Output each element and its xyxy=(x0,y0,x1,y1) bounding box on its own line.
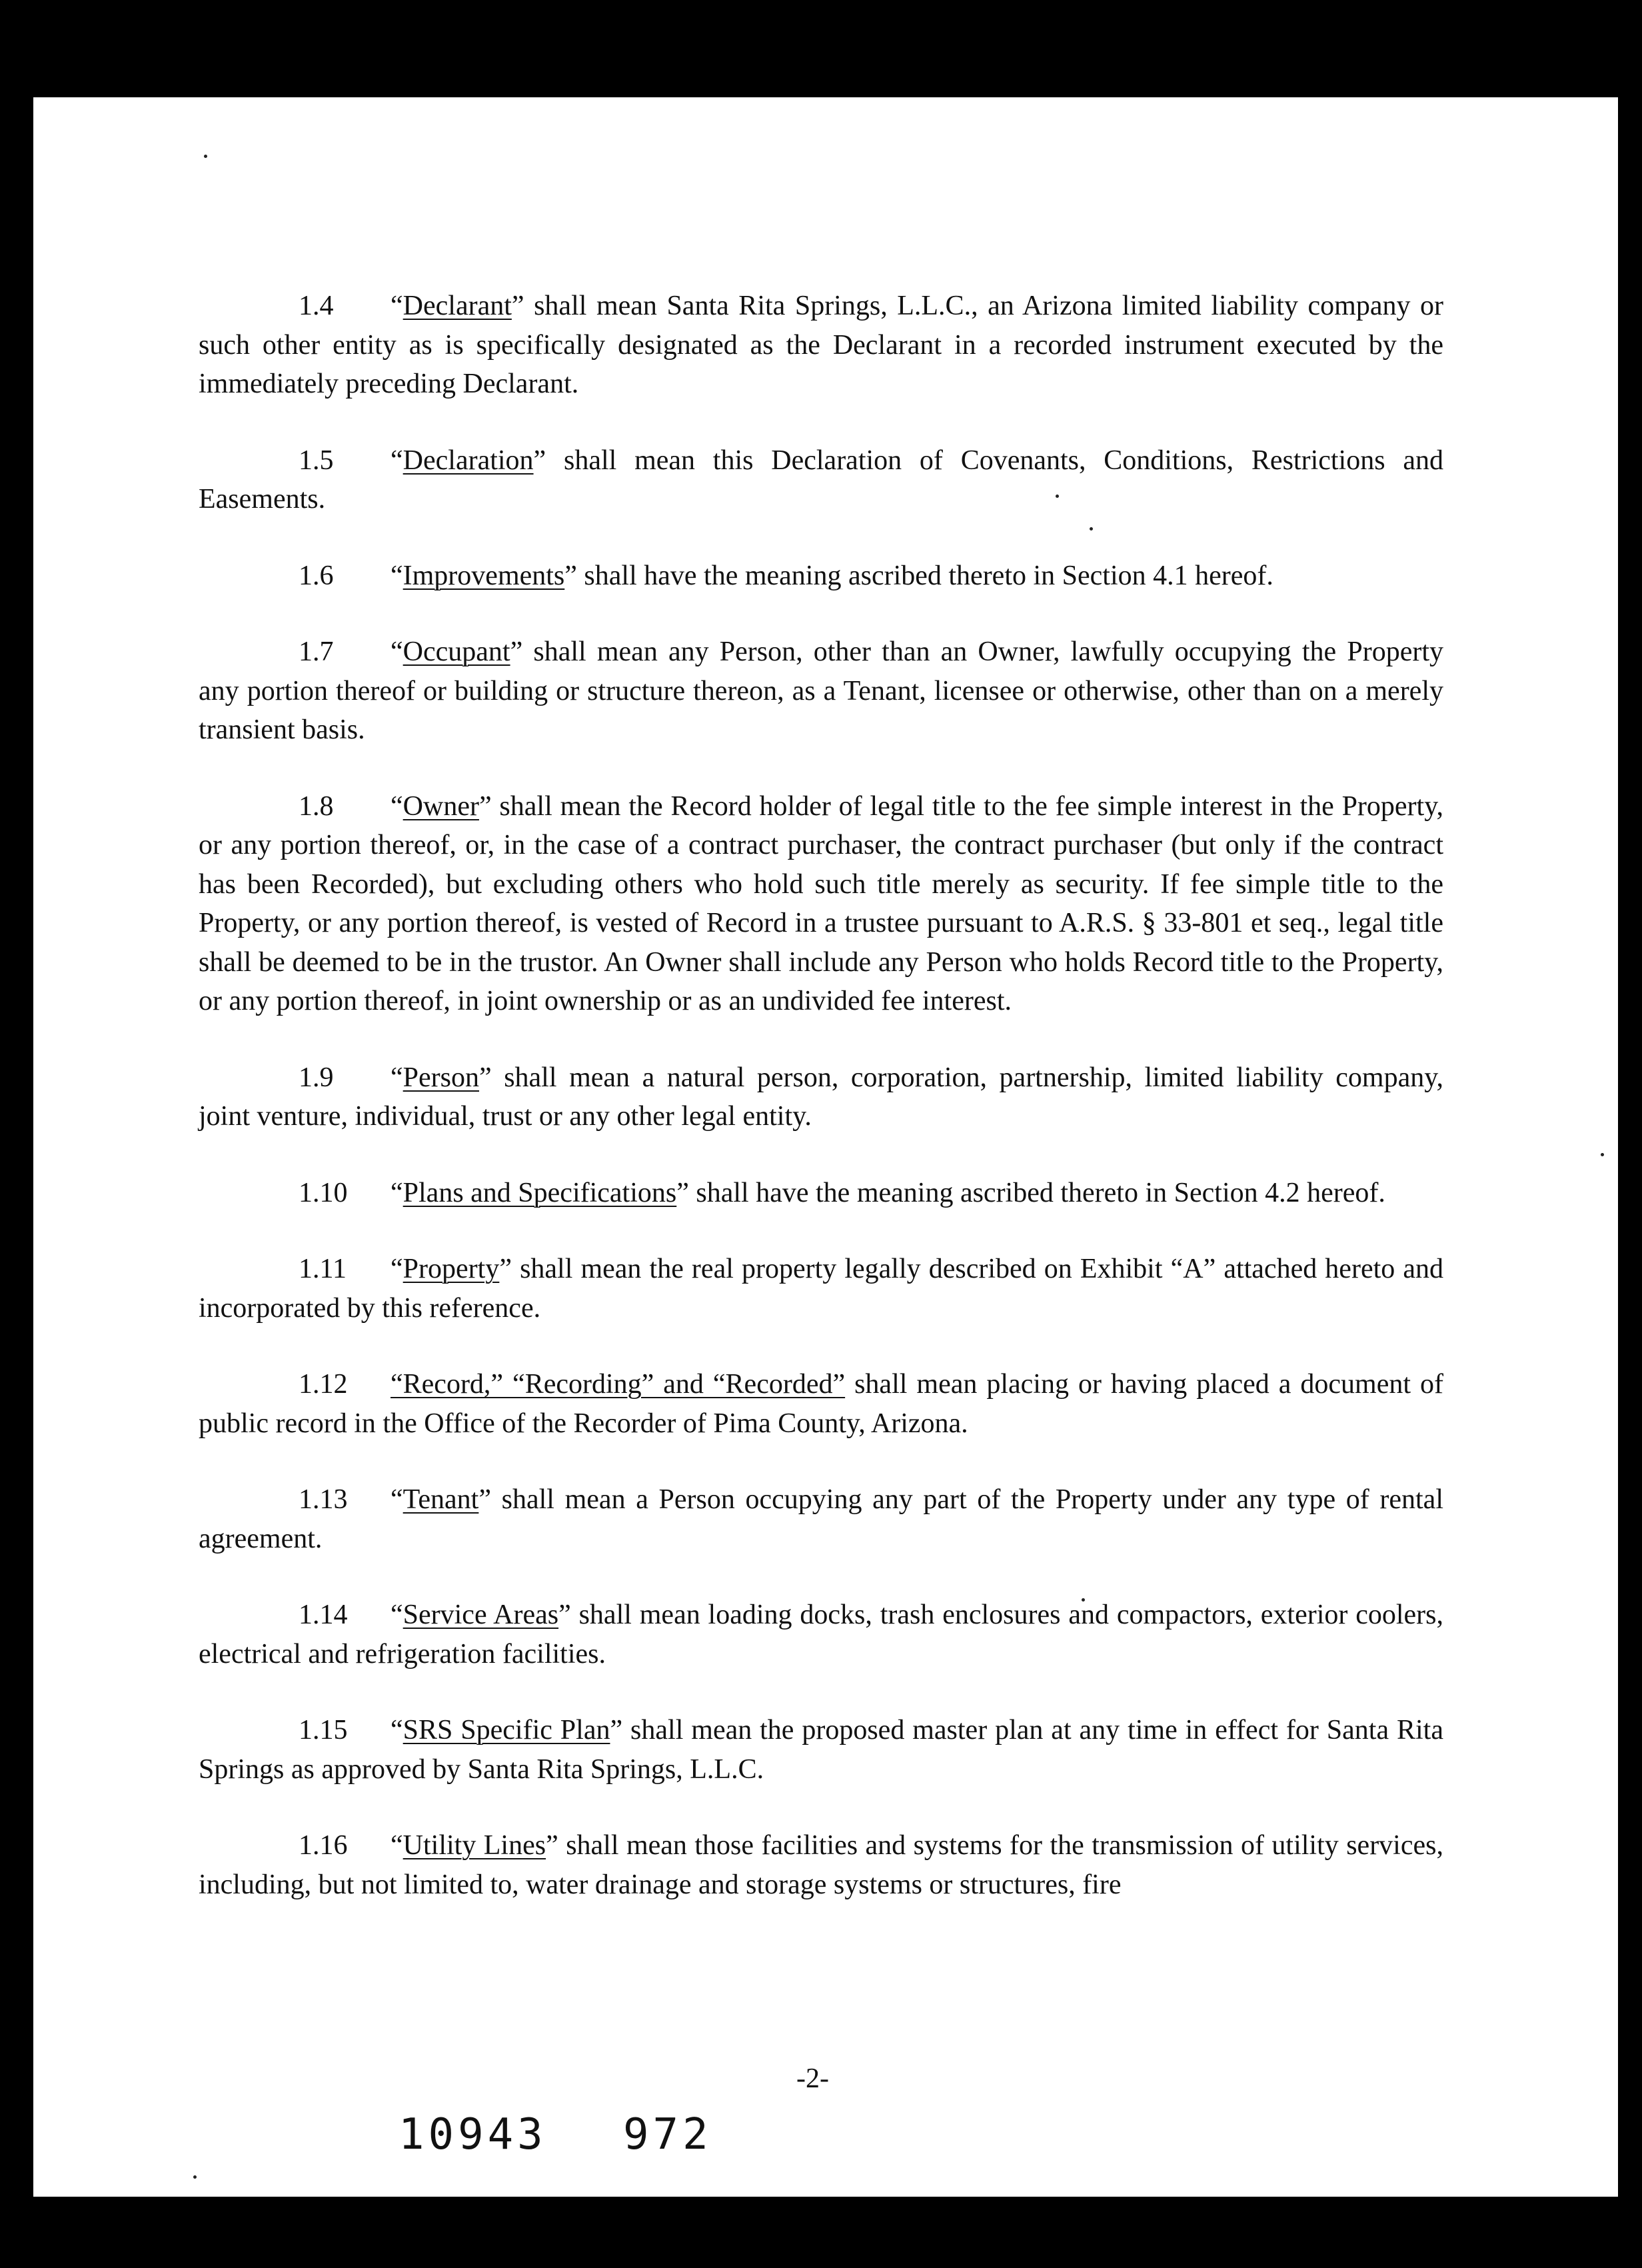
definition-text: shall mean a Person occupying any part of the Property under any type of rental agreement. xyxy=(199,1484,1443,1554)
definition-text: shall mean any Person, other than an Owner, lawfully occupying the Property any portion thereof or building or structure thereon, as a Tenant, licensee or otherwise, other than on a merely transient basis. xyxy=(199,636,1443,745)
definition-text: shall mean this Declaration of Covenants, Conditions, Restrictions and Easements. xyxy=(199,445,1443,515)
definition-1-14: 1.14 “Service Areas” shall mean loading docks, trash enclosures and compactors, exterior coolers, electrical and refrigeration facilities. xyxy=(199,1596,1443,1674)
defined-term: Plans and Specifications xyxy=(403,1177,677,1208)
definition-text: shall mean placing or having placed a document of public record in the Office of the Recorder of Pima County, Arizona. xyxy=(199,1369,1443,1439)
defined-term: Utility Lines xyxy=(403,1830,546,1861)
definition-1-11: 1.11 “Property” shall mean the real property legally described on Exhibit “A” attached hereto and incorporated by this reference. xyxy=(199,1250,1443,1328)
defined-term: Tenant xyxy=(403,1484,479,1515)
defined-term: Person xyxy=(403,1062,479,1093)
definition-1-5: 1.5 “Declaration” shall mean this Declaration of Covenants, Conditions, Restrictions and Easements. xyxy=(199,441,1443,519)
definition-1-4: 1.4 “Declarant” shall mean Santa Rita Springs, L.L.C., an Arizona limited liability company or such other entity as is specifically designated as the Declarant in a recorded instrument executed by the immediately preceding Declarant. xyxy=(199,287,1443,404)
definition-number: 1.8 xyxy=(299,790,334,822)
defined-term: Improvements xyxy=(403,560,565,591)
definition-number: 1.11 xyxy=(299,1254,347,1284)
definition-1-15: 1.15 “SRS Specific Plan” shall mean the proposed master plan at any time in effect for Santa Rita Springs as approved by Santa Rita Springs, L.L.C. xyxy=(199,1711,1443,1789)
defined-term: Occupant xyxy=(403,636,510,667)
definition-text: shall mean the Record holder of legal title to the fee simple interest in the Property, or any portion thereof, or, in the case of a contract purchaser, the contract purchaser (but only if the contract has been Recorded), but excluding others who hold such title merely as security. If fee simple title to the Property, or any portion thereof, is vested of Record in a trustee pursuant to A.R.S. § 33-801 et seq., legal title shall be deemed to be in the trustor. An Owner shall include any Person who holds Record title to the Property, or any portion thereof, in joint ownership or as an undivided fee interest. xyxy=(199,790,1443,1016)
definition-text: shall have the meaning ascribed thereto in Section 4.1 hereof. xyxy=(576,560,1273,591)
definition-1-9: 1.9 “Person” shall mean a natural person, corporation, partnership, limited liability company, joint venture, individual, trust or any other legal entity. xyxy=(199,1058,1443,1136)
definition-number: 1.5 xyxy=(299,445,334,476)
definition-text: shall mean loading docks, trash enclosures and compactors, exterior coolers, electrical and refrigeration facilities. xyxy=(199,1600,1443,1670)
definition-number: 1.14 xyxy=(299,1600,348,1630)
defined-term: SRS Specific Plan xyxy=(403,1715,610,1745)
definition-number: 1.9 xyxy=(299,1062,334,1093)
definition-1-12 xyxy=(199,1365,1443,1443)
definitions-section xyxy=(199,287,1443,1941)
definition-number: 1.7 xyxy=(299,636,334,667)
definition-1-13: 1.13 “Tenant” shall mean a Person occupying any part of the Property under any type of rental agreement. xyxy=(199,1480,1443,1558)
defined-term: Property xyxy=(403,1254,500,1284)
definition-1-10: 1.10 “Plans and Specifications” shall have the meaning ascribed thereto in Section 4.2 hereof. xyxy=(199,1174,1443,1213)
definition-text: shall mean the proposed master plan at any time in effect for Santa Rita Springs as approved by Santa Rita Springs, L.L.C. xyxy=(199,1715,1443,1785)
scan-speck xyxy=(204,155,207,158)
scan-speck xyxy=(1601,1153,1604,1156)
definition-number: 1.15 xyxy=(299,1715,348,1745)
definition-text: shall have the meaning ascribed thereto in Section 4.2 hereof. xyxy=(688,1177,1385,1208)
definition-number: 1.10 xyxy=(299,1177,348,1208)
definition-number: 1.4 xyxy=(299,291,334,321)
defined-term: Owner xyxy=(403,790,479,822)
definition-number: 1.13 xyxy=(299,1484,348,1515)
defined-term: Service Areas xyxy=(403,1600,559,1630)
scan-speck xyxy=(193,2175,197,2179)
recording-stamp-book: 10943 xyxy=(399,2110,547,2159)
definition-1-16: 1.16 “Utility Lines” shall mean those facilities and systems for the transmission of utility services, including, but not limited to, water drainage and storage systems or structures, fire xyxy=(199,1826,1443,1904)
definition-1-8: 1.8 “Owner” shall mean the Record holder of legal title to the fee simple interest in the Property, or any portion thereof, or, in the case of a contract purchaser, the contract purchaser (but only if the contract has been Recorded), but excluding others who hold such title merely as security. If fee simple title to the Property, or any portion thereof, is vested of Record in a trustee pursuant to A.R.S. § 33-801 et seq., legal title shall be deemed to be in the trustor. An Owner shall include any Person who holds Record title to the Property, or any portion thereof, in joint ownership or as an undivided fee interest. xyxy=(199,787,1443,1021)
page-number: -2- xyxy=(796,2063,829,2094)
definition-text: shall mean Santa Rita Springs, L.L.C., an Arizona limited liability company or such other entity as is specifically designated as the Declarant in a recorded instrument executed by the immediately preceding Declarant. xyxy=(199,291,1443,399)
definition-number: 1.6 xyxy=(299,560,334,591)
definition-text: shall mean the real property legally described on Exhibit “A” attached hereto and incorporated by this reference. xyxy=(199,1254,1443,1324)
definition-text: shall mean those facilities and systems for the transmission of utility services, including, but not limited to, water drainage and storage systems or structures, fire xyxy=(199,1830,1443,1900)
definition-1-7: 1.7 “Occupant” shall mean any Person, other than an Owner, lawfully occupying the Property any portion thereof or building or structure thereon, as a Tenant, licensee or otherwise, other than on a merely transient basis. xyxy=(199,632,1443,750)
definition-text: shall mean a natural person, corporation, partnership, limited liability company, joint venture, individual, trust or any other legal entity. xyxy=(199,1062,1443,1132)
defined-term: Declarant xyxy=(403,291,512,321)
recording-stamp-page: 972 xyxy=(623,2110,712,2159)
definition-1-6: 1.6 “Improvements” shall have the meaning ascribed thereto in Section 4.1 hereof. xyxy=(199,557,1443,596)
defined-term: Declaration xyxy=(403,445,534,476)
definition-number: 1.16 xyxy=(299,1830,348,1861)
defined-term: “Record,” “Recording” and “Recorded” xyxy=(391,1369,846,1400)
definition-number: 1.12 xyxy=(299,1369,348,1400)
